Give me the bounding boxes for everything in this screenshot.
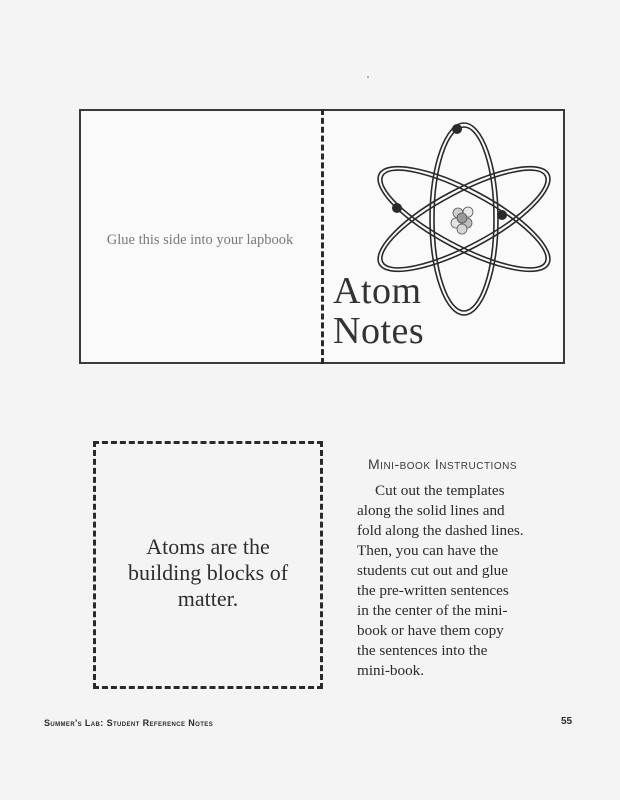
statement-line: building blocks of [127, 560, 289, 585]
glue-instruction: Glue this side into your lapbook [106, 232, 294, 248]
statement-text [96, 534, 320, 612]
minibook-template [79, 109, 565, 364]
footer-title: Summer's Lab: Student Reference Notes [44, 718, 214, 728]
instructions-line: the pre-written sentences [357, 582, 509, 599]
instructions-line: Cut out the templates [375, 482, 505, 499]
statement-line: Atoms are the [146, 534, 270, 559]
instructions-line: fold along the dashed lines. [357, 522, 524, 539]
instructions-line: book or have them copy [357, 622, 504, 639]
instructions-body [357, 481, 537, 681]
instructions-line: mini-book. [357, 662, 425, 679]
statement-cutout [93, 441, 323, 689]
minibook-title [333, 271, 424, 351]
instructions-heading: Mini-book Instructions [368, 456, 517, 472]
instructions-line: students cut out and glue [357, 562, 509, 579]
title-line-atom: Atom [333, 270, 422, 312]
page-number: 55 [561, 716, 573, 727]
instructions-line: the sentences into the [357, 642, 488, 659]
instructions-line: in the center of the mini- [357, 602, 508, 619]
instructions-line: Then, you can have the [357, 542, 499, 559]
instructions-line: along the solid lines and [357, 502, 505, 519]
paper-speck [367, 76, 369, 78]
fold-line [321, 109, 324, 364]
statement-line: matter. [177, 586, 239, 611]
title-line-notes: Notes [333, 310, 425, 352]
